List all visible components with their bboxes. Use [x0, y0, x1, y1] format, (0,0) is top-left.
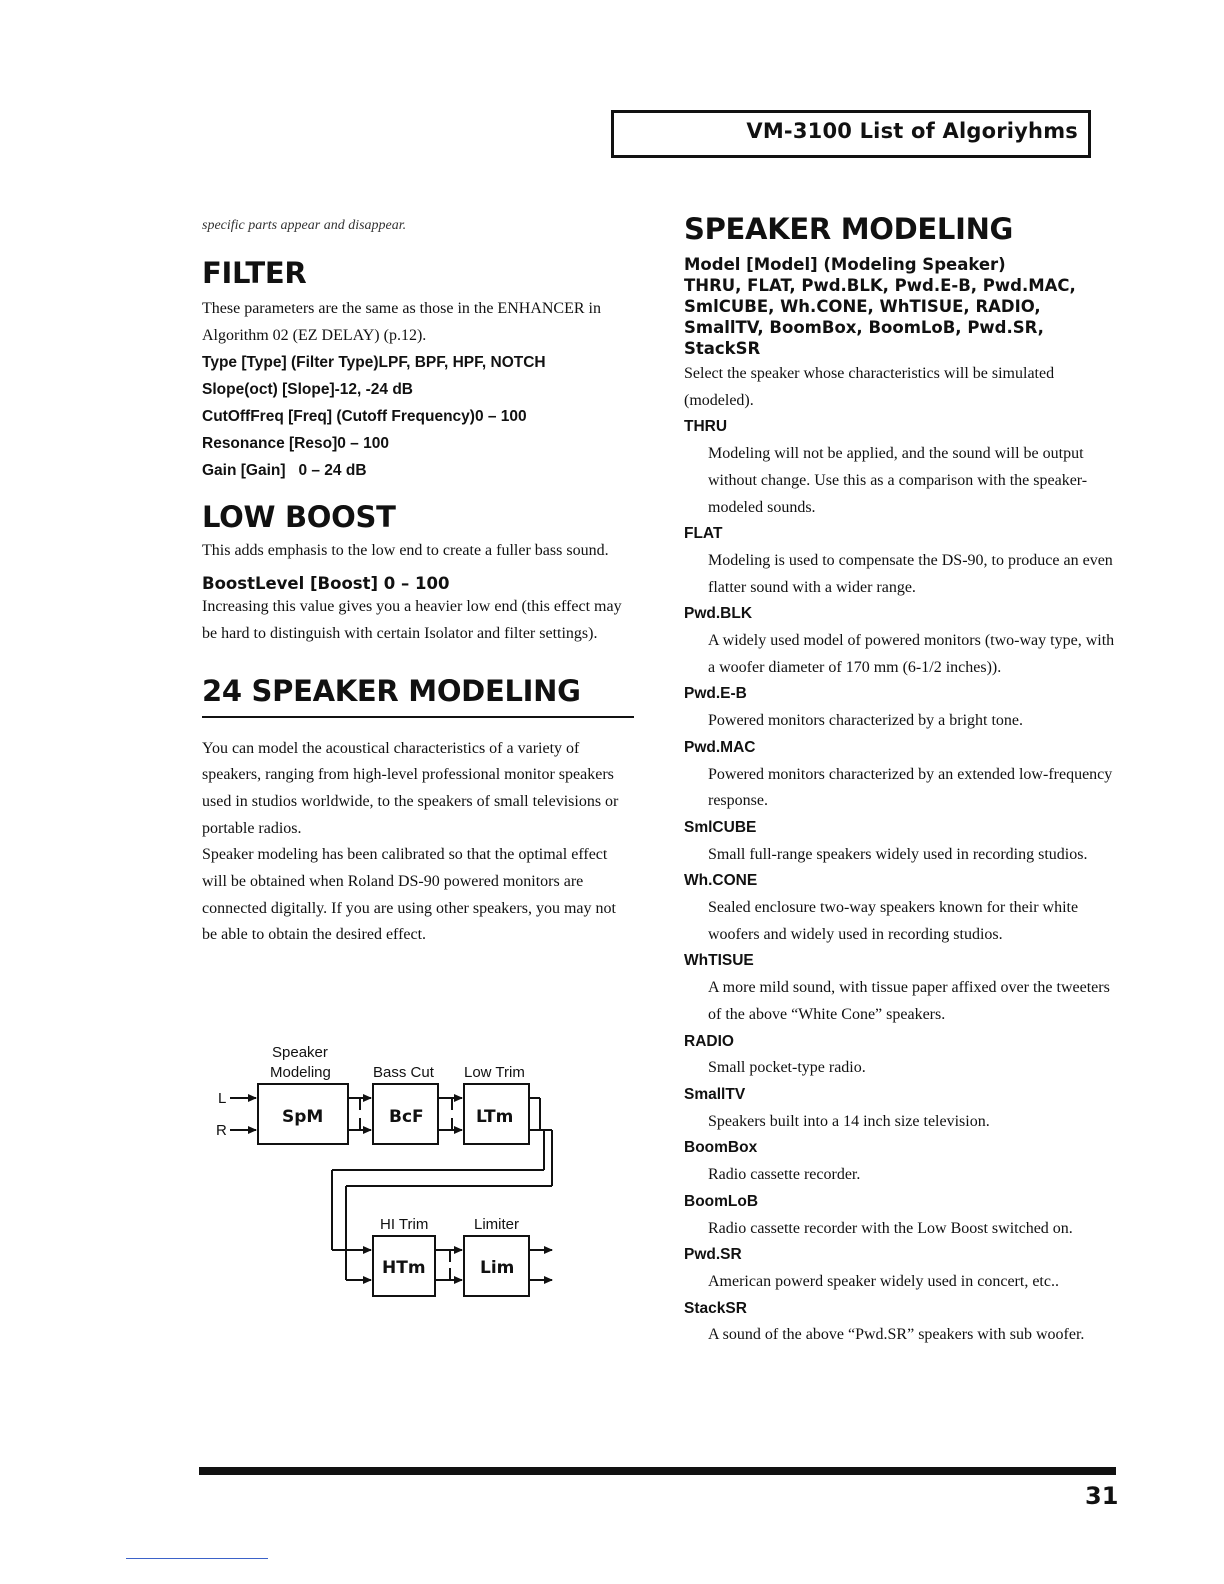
model-desc: Modeling will not be applied, and the sound will be output without change. Use this as a comparison with the speaker-modeled sounds. — [708, 445, 1088, 516]
list-item — [684, 1242, 1124, 1295]
model-name: Pwd.BLK — [684, 605, 753, 623]
model-name: Wh.CONE — [684, 872, 758, 890]
model-name: BoomLoB — [684, 1192, 759, 1210]
filter-param: Gain [Gain] 0 – 24 dB — [202, 462, 367, 480]
speaker-intro-p2: Speaker modeling has been calibrated so that the optimal effect will be obtained when Roland DS-90 powered monitors are connected digitally. If you are using other speakers, you may not be able to obtain the desired effect. — [202, 846, 616, 944]
speaker-intro-p1: You can model the acoustical characteristics of a variety of speakers, ranging from high-level professional monitor speakers used in studios worldwide, to the speakers of small televisions or portable radios. — [202, 739, 619, 837]
block-htm: HTm — [382, 1258, 426, 1278]
model-name: SmlCUBE — [684, 818, 757, 836]
input-r-label: R — [216, 1122, 227, 1139]
model-desc: A sound of the above “Pwd.SR” speakers with sub woofer. — [708, 1326, 1085, 1344]
model-name: FLAT — [684, 525, 723, 543]
model-desc: Powered monitors characterized by an extended low-frequency response. — [708, 765, 1113, 810]
model-desc: Radio cassette recorder with the Low Boost switched on. — [708, 1219, 1073, 1237]
model-heading: Model [Model] (Modeling Speaker) — [684, 255, 1006, 274]
label-limiter: Limiter — [474, 1216, 520, 1233]
list-item — [684, 868, 1124, 948]
filter-desc: These parameters are the same as those in the ENHANCER in Algorithm 02 (EZ DELAY) (p.12). — [202, 300, 601, 344]
boost-level-desc: Increasing this value gives you a heavier low end (this effect may be hard to distinguish with certain Isolator and filter settings). — [202, 598, 622, 642]
list-item — [684, 815, 1124, 868]
list-item — [684, 1082, 1124, 1135]
model-desc: Sealed enclosure two-way speakers known for their white woofers and widely used in recording studios. — [708, 899, 1079, 943]
left-column — [202, 218, 634, 949]
model-desc: Small pocket-type radio. — [708, 1059, 866, 1077]
model-name: StackSR — [684, 1299, 747, 1317]
model-name: BoomBox — [684, 1139, 758, 1157]
list-item — [684, 1296, 1124, 1349]
label-low-trim: Low Trim — [464, 1064, 525, 1081]
low-boost-desc: This adds emphasis to the low end to create a fuller bass sound. — [202, 542, 609, 560]
input-l-label: L — [218, 1090, 227, 1107]
filter-title: FILTER — [202, 256, 307, 290]
model-intro: Select the speaker whose characteristics will be simulated (modeled). — [684, 365, 1055, 409]
filter-param: Resonance [Reso]0 – 100 — [202, 435, 389, 453]
header-title: VM-3100 List of Algoriyhms — [746, 119, 1078, 143]
label-speaker: Speaker — [272, 1044, 328, 1061]
model-desc: A widely used model of powered monitors (two-way type, with a woofer diameter of 170 mm (6-1/2 inches)). — [708, 632, 1115, 676]
signal-flow-diagram — [200, 1040, 580, 1310]
list-item — [684, 1189, 1124, 1242]
model-name: Pwd.SR — [684, 1246, 742, 1264]
speaker-section-title: 24 SPEAKER MODELING — [202, 673, 581, 708]
block-spm: SpM — [282, 1107, 324, 1127]
label-hi-trim: HI Trim — [380, 1216, 429, 1233]
model-desc: American powerd speaker widely used in concert, etc.. — [708, 1272, 1059, 1290]
model-desc: Powered monitors characterized by a bright tone. — [708, 712, 1023, 730]
model-name: SmallTV — [684, 1085, 746, 1103]
model-name: RADIO — [684, 1032, 734, 1050]
continuation-note: specific parts appear and disappear. — [202, 218, 407, 233]
filter-param: Type [Type] (Filter Type)LPF, BPF, HPF, NOTCH — [202, 354, 546, 372]
model-name: THRU — [684, 418, 728, 436]
block-lim: Lim — [480, 1258, 515, 1278]
list-item — [684, 948, 1124, 1028]
model-values: THRU, FLAT, Pwd.BLK, Pwd.E-B, Pwd.MAC, SmlCUBE, Wh.CONE, WhTISUE, RADIO, SmallTV, BoomBox, BoomLoB, Pwd.SR, StackSR — [684, 276, 1076, 358]
speaker-modeling-title: SPEAKER MODELING — [684, 212, 1014, 246]
label-bass-cut: Bass Cut — [373, 1064, 434, 1081]
section-rule — [202, 716, 634, 718]
model-desc: A more mild sound, with tissue paper affixed over the tweeters of the above “White Cone” speakers. — [708, 979, 1110, 1023]
model-list — [684, 414, 1124, 1349]
model-name: Pwd.E-B — [684, 685, 747, 703]
list-item — [684, 414, 1124, 521]
right-column — [684, 212, 1124, 1349]
page-header — [611, 110, 1091, 158]
model-desc: Speakers built into a 14 inch size television. — [708, 1112, 990, 1130]
list-item — [684, 681, 1124, 734]
list-item — [684, 1135, 1124, 1188]
low-boost-title: LOW BOOST — [202, 500, 396, 535]
list-item — [684, 601, 1124, 681]
boost-level-param: BoostLevel [Boost] 0 – 100 — [202, 574, 450, 594]
model-desc: Modeling is used to compensate the DS-90, to produce an even flatter sound with a wider range. — [708, 551, 1113, 596]
filter-param: Slope(oct) [Slope]-12, -24 dB — [202, 381, 413, 399]
model-desc: Small full-range speakers widely used in recording studios. — [708, 845, 1088, 863]
filter-params — [202, 349, 634, 484]
block-bcf: BcF — [389, 1107, 424, 1127]
list-item — [684, 521, 1124, 601]
decorative-line — [126, 1558, 268, 1559]
model-name: WhTISUE — [684, 952, 754, 970]
label-modeling: Modeling — [270, 1064, 331, 1081]
list-item — [684, 1029, 1124, 1082]
model-name: Pwd.MAC — [684, 738, 756, 756]
filter-param: CutOffFreq [Freq] (Cutoff Frequency)0 – 100 — [202, 408, 527, 426]
footer-rule — [199, 1467, 1116, 1475]
page-number: 31 — [1085, 1482, 1119, 1510]
block-ltm: LTm — [476, 1107, 514, 1127]
model-desc: Radio cassette recorder. — [708, 1166, 861, 1184]
list-item — [684, 735, 1124, 815]
